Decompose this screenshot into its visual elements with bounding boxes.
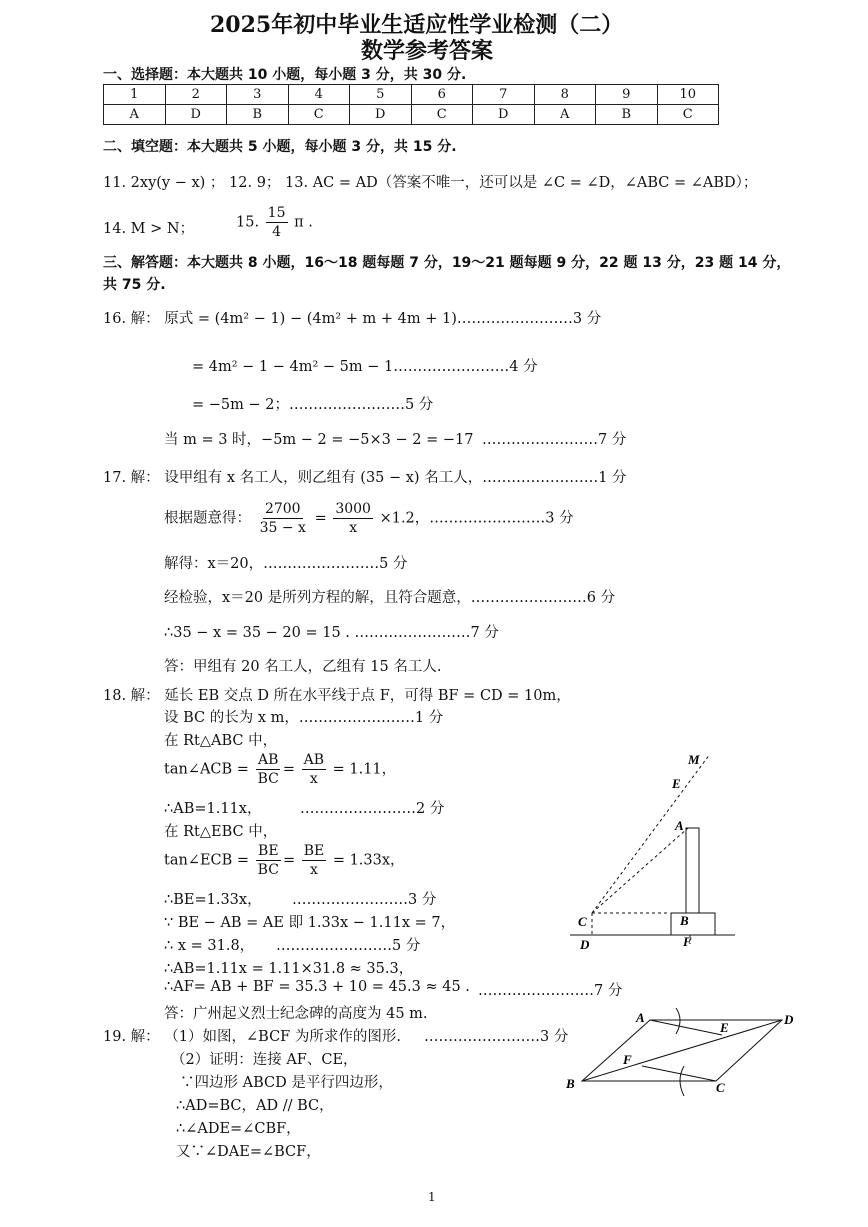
label-d: D	[580, 937, 590, 952]
q18-line10: ∴ x = 31.8，	[164, 938, 255, 954]
q18-line9: ∵ BE − AB = AE 即 1.33x − 1.11x = 7，	[164, 915, 456, 931]
label-d: D	[784, 1012, 794, 1027]
tan-acb-fraction-2	[302, 751, 326, 788]
q17-line3: 解得：x＝20，……………………5 分	[164, 556, 408, 572]
q17-fraction-1	[258, 500, 308, 537]
answer-15	[236, 204, 313, 241]
q19-line6: 又∵∠DAE=∠BCF，	[176, 1144, 321, 1160]
page-number: 1	[428, 1190, 436, 1204]
construction-arc-a	[676, 1008, 680, 1034]
q19-line2: （2）证明：连接 AF、CE，	[171, 1052, 358, 1068]
q19-line5: ∴∠ADE=∠CBF，	[176, 1121, 301, 1137]
answer-cell: B	[227, 105, 289, 125]
answer-cell: C	[288, 105, 350, 125]
q18-tan-acb: tan∠ACB = $\frac{AB}{BC}$ = $\frac{AB}{x}$ = 1.11，	[164, 752, 397, 787]
tan-acb-value: = 1.11，	[332, 761, 397, 778]
fraction-denominator: 35 − x	[259, 520, 306, 536]
section-choice-header: 一、选择题：本大题共 10 小题，每小题 3 分，共 30 分.	[103, 67, 467, 83]
q16-line2: = 4m² − 1 − 4m² − 5m − 1……………………4 分	[192, 359, 538, 375]
fraction-numerator: 2700	[264, 501, 301, 517]
monument-shaft	[686, 828, 699, 913]
q18-line1: 18. 解： 延长 EB 交点 D 所在水平线于点 F，可得 BF = CD = 10m，	[103, 688, 571, 704]
answer-table-numbers-row	[104, 85, 719, 105]
q17-line4: 经检验，x＝20 是所列方程的解，且符合题意，……………………6 分	[164, 590, 616, 606]
label-c: C	[716, 1080, 725, 1095]
fraction-numerator: BE	[303, 843, 325, 859]
tan-ecb-value: = 1.33x，	[332, 852, 405, 869]
q16-line1: 16. 解： 原式 = (4m² − 1) − (4m² + m + 4m + 1)……………………3 分	[103, 311, 602, 327]
fraction-numerator: AB	[257, 752, 279, 768]
q17-line5: ∴35 − x = 35 − 20 = 15 . ……………………7 分	[164, 625, 499, 641]
answer-cell: C	[411, 105, 473, 125]
fraction-denominator: BC	[257, 862, 279, 878]
q18-score-7: ……………………7 分	[478, 983, 623, 999]
q18-line2: 设 BC 的长为 x m，……………………1 分	[164, 710, 444, 726]
tan-ecb-fraction-2	[302, 842, 327, 879]
tan-acb-label: tan∠ACB =	[164, 761, 249, 778]
label-a: A	[636, 1010, 645, 1025]
answer-table-answers-row	[104, 105, 719, 125]
section-solve-header-cont: 共 75 分.	[103, 277, 166, 293]
q19-line3: ∵四边形 ABCD 是平行四边形，	[180, 1075, 393, 1091]
q17-equation-suffix: ×1.2，……………………3 分	[379, 510, 574, 527]
monument-base	[671, 913, 715, 935]
question-number-cell: 9	[596, 85, 658, 105]
page-title: 2025年初中毕业生适应性学业检测（二）	[210, 12, 624, 38]
diagonal-bd	[582, 1020, 782, 1081]
label-b: B	[680, 913, 689, 928]
q17-line1: 17. 解： 设甲组有 x 名工人，则乙组有 (35 − x) 名工人，……………………1 分	[103, 470, 627, 486]
line-cm	[592, 754, 710, 913]
question-number-cell: 3	[227, 85, 289, 105]
label-f: F	[683, 934, 692, 949]
label-a: A	[675, 818, 684, 833]
fraction-denominator: x	[349, 520, 358, 536]
fraction-denominator: 4	[272, 224, 282, 240]
fraction-numerator: BE	[258, 843, 279, 859]
q18-tan-ecb: tan∠ECB = $\frac{BE}{BC}$ = $\frac{BE}{x}$ = 1.33x，	[164, 843, 405, 878]
question-number-cell: 10	[657, 85, 719, 105]
question-number-cell: 5	[350, 85, 412, 105]
question-number-cell: 6	[411, 85, 473, 105]
fraction-numerator: 15	[267, 205, 286, 221]
q17-equation	[164, 500, 574, 537]
q18-answer: 答：广州起义烈士纪念碑的高度为 45 m.	[164, 1006, 428, 1022]
answer-15-suffix: π .	[294, 214, 313, 231]
segment-fc	[642, 1066, 716, 1081]
line-ca	[592, 828, 688, 913]
equals-sign: =	[314, 510, 327, 527]
q18-line8: ∴BE=1.33x，	[164, 892, 262, 908]
label-e: E	[720, 1020, 729, 1035]
answer-cell: D	[473, 105, 535, 125]
section-fill-header: 二、填空题：本大题共 5 小题，每小题 3 分，共 15 分.	[103, 139, 457, 155]
question-number-cell: 7	[473, 85, 535, 105]
q19-line1: 19. 解： （1）如图，∠BCF 为所求作的图形.	[103, 1029, 401, 1045]
q16-line4: 当 m = 3 时，−5m − 2 = −5×3 − 2 = −17	[164, 432, 474, 448]
q18-line11: ∴AB=1.11x = 1.11×31.8 ≈ 35.3，	[164, 961, 414, 977]
tan-acb-fraction-1	[256, 751, 281, 788]
answer-cell: D	[165, 105, 227, 125]
q19-score-3: ……………………3 分	[424, 1029, 569, 1045]
page-subtitle: 数学参考答案	[361, 38, 494, 64]
label-f: F	[623, 1052, 632, 1067]
answer-cell: A	[104, 105, 166, 125]
answer-15-label: 15.	[236, 214, 260, 231]
q18-line12: ∴AF= AB + BF = 35.3 + 10 = 45.3 ≈ 45 .	[164, 979, 470, 995]
answer-cell: A	[534, 105, 596, 125]
section-solve-header: 三、解答题：本大题共 8 小题，16～18 题每题 7 分，19～21 题每题 9 分，22 题 13 分，23 题 14 分，	[103, 255, 791, 271]
q16-score: ……………………7 分	[482, 432, 627, 448]
label-m: M	[688, 752, 700, 767]
q18-score-5: ……………………5 分	[276, 938, 421, 954]
q18-line3: 在 Rt△ABC 中，	[164, 733, 278, 749]
q19-parallelogram-figure	[560, 1004, 800, 1104]
answer-table	[103, 84, 719, 125]
answer-cell: D	[350, 105, 412, 125]
fraction-denominator: x	[310, 862, 318, 878]
q17-fraction-2	[333, 500, 373, 537]
q17-equation-label: 根据题意得：	[164, 510, 251, 527]
answer-cell: B	[596, 105, 658, 125]
answer-cell: C	[657, 105, 719, 125]
tan-ecb-label: tan∠ECB =	[164, 852, 250, 869]
segment-ae	[650, 1020, 722, 1035]
fraction-denominator: x	[309, 771, 318, 787]
q19-line4: ∴AD=BC，AD // BC，	[176, 1098, 334, 1114]
label-b: B	[566, 1076, 575, 1091]
question-number-cell: 1	[104, 85, 166, 105]
question-number-cell: 2	[165, 85, 227, 105]
fraction-numerator: 3000	[335, 501, 371, 517]
q18-score-3: ……………………3 分	[292, 892, 437, 908]
label-e: E	[672, 776, 681, 791]
answer-15-fraction	[266, 204, 288, 241]
question-number-cell: 4	[288, 85, 350, 105]
tan-ecb-fraction-1	[256, 842, 281, 879]
q18-monument-figure	[560, 748, 750, 953]
answer-14: 14. M > N；	[103, 221, 195, 237]
q16-line3: = −5m − 2；……………………5 分	[192, 397, 434, 413]
label-c: C	[578, 914, 587, 929]
q17-line6: 答：甲组有 20 名工人，乙组有 15 名工人.	[164, 659, 442, 675]
q18-line5: ∴AB=1.11x，	[164, 801, 262, 817]
fraction-denominator: BC	[257, 771, 279, 787]
question-number-cell: 8	[534, 85, 596, 105]
answers-11-13: 11. 2xy(y − x) ； 12. 9； 13. AC = AD（答案不唯一，还可以是 ∠C = ∠D，∠ABC = ∠ABD）；	[103, 175, 758, 191]
q18-line6: 在 Rt△EBC 中，	[164, 824, 278, 840]
q18-score-2: ……………………2 分	[300, 801, 445, 817]
fraction-numerator: AB	[303, 752, 324, 768]
